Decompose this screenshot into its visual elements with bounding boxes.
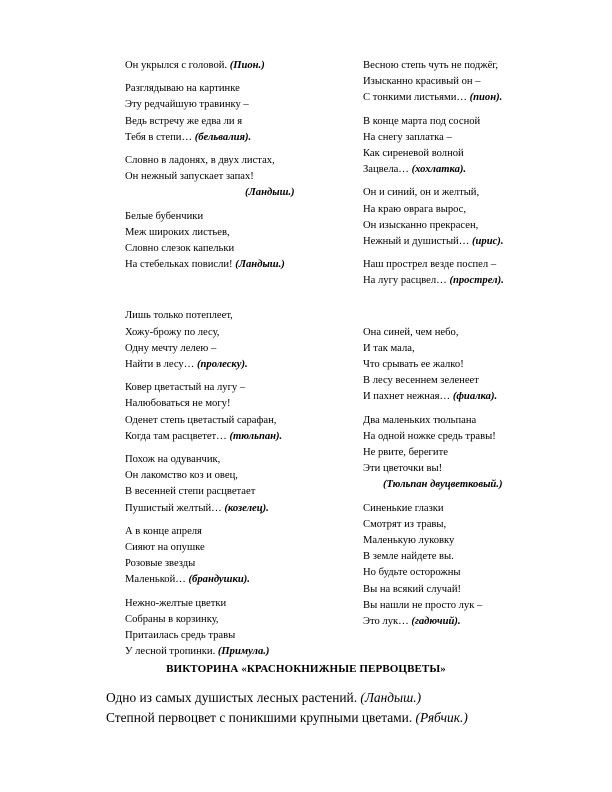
- quiz-title: ВИКТОРИНА «КРАСНОКНИЖНЫЕ ПЕРВОЦВЕТЫ»: [166, 663, 446, 675]
- riddle-line: Словно слезок капельки: [125, 243, 235, 255]
- riddle-line: В конце марта под сосной: [363, 115, 481, 127]
- riddle-line: Нежный и душистый… (ирис).: [363, 236, 504, 248]
- riddle-line: Розовые звезды: [125, 558, 196, 570]
- quiz-question: Одно из самых душистых лесных растений.: [106, 690, 358, 705]
- riddle-line: Вы нашли не просто лук –: [363, 599, 483, 611]
- riddle-line: Белые бубенчики: [125, 210, 204, 222]
- riddle-line: С тонкими листьями… (пион).: [363, 92, 503, 104]
- riddle-answer: (Пион.): [229, 60, 265, 71]
- riddle-answer: (тюльпан).: [229, 430, 283, 442]
- riddle-stanza: [363, 413, 563, 494]
- riddle-line: Сияют на опушке: [125, 542, 205, 554]
- quiz-answer: (Ландыш.): [360, 690, 422, 705]
- riddle-line: Но будьте осторожны: [363, 567, 461, 579]
- riddle-answer: (бельвалия).: [194, 131, 252, 143]
- riddle-stanza: [125, 209, 350, 274]
- riddle-line: Пушистый желтый… (козелец).: [125, 502, 269, 514]
- riddle-line: Меж широких листьев,: [125, 226, 230, 238]
- riddle-line: На краю оврага вырос,: [363, 203, 467, 215]
- riddle-line: Два маленьких тюльпана: [363, 414, 477, 426]
- riddle-stanza: [125, 452, 350, 517]
- riddle-answer: (пион).: [469, 92, 503, 104]
- riddle-line: В лесу весеннем зеленеет: [363, 375, 479, 387]
- riddle-stanza: [125, 308, 350, 373]
- riddle-line: Оденет степь цветастый сарафан,: [125, 414, 277, 426]
- riddle-line: Налюбоваться не могу!: [125, 398, 231, 410]
- riddle-line: Ковер цветастый на лугу –: [125, 382, 246, 394]
- riddle-stanza: [125, 58, 350, 74]
- riddle-line: На стебельках повисли! (Ландыш.): [125, 259, 285, 271]
- riddle-line: У лесной тропинки. (Примула.): [125, 646, 270, 658]
- riddle-stanza: [363, 257, 563, 289]
- right-column: [363, 58, 563, 637]
- riddle-line: Весною степь чуть не поджёг,: [363, 60, 499, 71]
- quiz-item: [106, 708, 468, 728]
- riddle-stanza: [125, 524, 350, 589]
- riddle-line: Эту редчайшую травинку –: [125, 99, 249, 111]
- riddle-answer: (гадючий).: [411, 616, 461, 628]
- riddle-line: Она синей, чем небо,: [363, 326, 459, 338]
- riddle-stanza: [363, 325, 563, 406]
- riddle-line: Эти цветочки вы!: [363, 463, 443, 475]
- riddle-line: Похож на одуванчик,: [125, 454, 221, 466]
- riddle-answer: (пролеску).: [196, 359, 248, 371]
- riddle-line: Словно в ладонях, в двух листах,: [125, 155, 275, 167]
- quiz-list: [106, 688, 468, 728]
- riddle-line: Тебя в степи… (бельвалия).: [125, 131, 252, 143]
- riddle-stanza: [125, 81, 350, 146]
- riddle-line: И пахнет нежная… (фиалка).: [363, 391, 498, 403]
- riddle-line: Найти в лесу… (пролеску).: [125, 359, 248, 371]
- riddle-line: Он изысканно прекрасен,: [363, 219, 479, 231]
- riddle-line: Одну мечту лелею –: [125, 342, 217, 354]
- riddle-answer: (фиалка).: [452, 391, 498, 403]
- riddle-line: В весенней степи расцветает: [125, 486, 256, 498]
- riddle-line: Он лакомство коз и овец,: [125, 470, 238, 482]
- riddle-stanza: [363, 114, 563, 179]
- quiz-item: [106, 688, 468, 708]
- riddle-line: Не рвите, берегите: [363, 447, 448, 459]
- riddle-line: Это лук… (гадючий).: [363, 616, 461, 628]
- riddle-line: Он нежный запускает запах!: [125, 171, 254, 183]
- left-column: [125, 58, 350, 668]
- riddle-line: Смотрят из травы,: [363, 518, 447, 530]
- riddle-answer: (Ландыш.): [245, 187, 295, 199]
- riddle-answer: (брандушки).: [188, 574, 250, 586]
- riddle-answer: (Ландыш.): [235, 259, 285, 271]
- riddle-line: Наш прострел везде поспел –: [363, 259, 497, 271]
- riddle-line: Когда там расцветет… (тюльпан).: [125, 430, 283, 442]
- riddle-line: Как сиреневой волной: [363, 148, 464, 160]
- riddle-line: Ведь встречу же едва ли я: [125, 115, 243, 127]
- quiz-question: Степной первоцвет с поникшими крупными цветами.: [106, 710, 413, 725]
- riddle-line: Маленькую луковку: [363, 535, 455, 547]
- riddle-answer: (прострел).: [449, 275, 504, 287]
- riddle-answer: (ирис).: [471, 236, 504, 248]
- riddle-stanza: [363, 501, 563, 631]
- riddle-answer: (Примула.): [217, 646, 270, 658]
- riddle-answer: (козелец).: [224, 502, 269, 514]
- riddle-line: Лишь только потеплеет,: [125, 310, 233, 322]
- riddle-stanza: [363, 185, 563, 250]
- riddle-line: Хожу-брожу по лесу,: [125, 326, 220, 338]
- riddle-stanza: [125, 153, 350, 202]
- riddle-line: Разглядываю на картинке: [125, 83, 240, 95]
- riddle-line: Он и синий, он и желтый,: [363, 187, 480, 199]
- riddle-line: Вы на всякий случай!: [363, 583, 462, 595]
- riddle-stanza: [125, 596, 350, 661]
- quiz-answer: (Рябчик.): [415, 710, 468, 725]
- riddle-line: И так мала,: [363, 342, 415, 354]
- riddle-line: Синенькие глазки: [363, 502, 444, 514]
- riddle-line: Он укрылся с головой. (Пион.): [125, 60, 265, 71]
- riddle-answer: (Тюльпан двуцветковый.): [383, 479, 503, 491]
- riddle-stanza: [363, 58, 563, 107]
- riddle-line: Что срывать ее жалко!: [363, 359, 464, 371]
- riddle-line: На лугу расцвел… (прострел).: [363, 275, 504, 287]
- riddle-line: В земле найдете вы.: [363, 551, 454, 563]
- riddle-line: Притаилась средь травы: [125, 630, 236, 642]
- riddle-answer: (хохлатка).: [411, 164, 467, 176]
- riddle-stanza: [125, 380, 350, 445]
- riddle-line: Нежно-желтые цветки: [125, 597, 227, 609]
- riddle-line: Собраны в корзинку,: [125, 613, 219, 625]
- riddle-line: На снегу заплатка –: [363, 131, 452, 143]
- riddle-line: Изысканно красивый он –: [363, 76, 481, 88]
- riddle-line: Зацвела… (хохлатка).: [363, 164, 467, 176]
- riddle-line: А в конце апреля: [125, 525, 202, 537]
- riddle-line: Маленькой… (брандушки).: [125, 574, 250, 586]
- riddle-line: На одной ножке средь травы!: [363, 430, 496, 442]
